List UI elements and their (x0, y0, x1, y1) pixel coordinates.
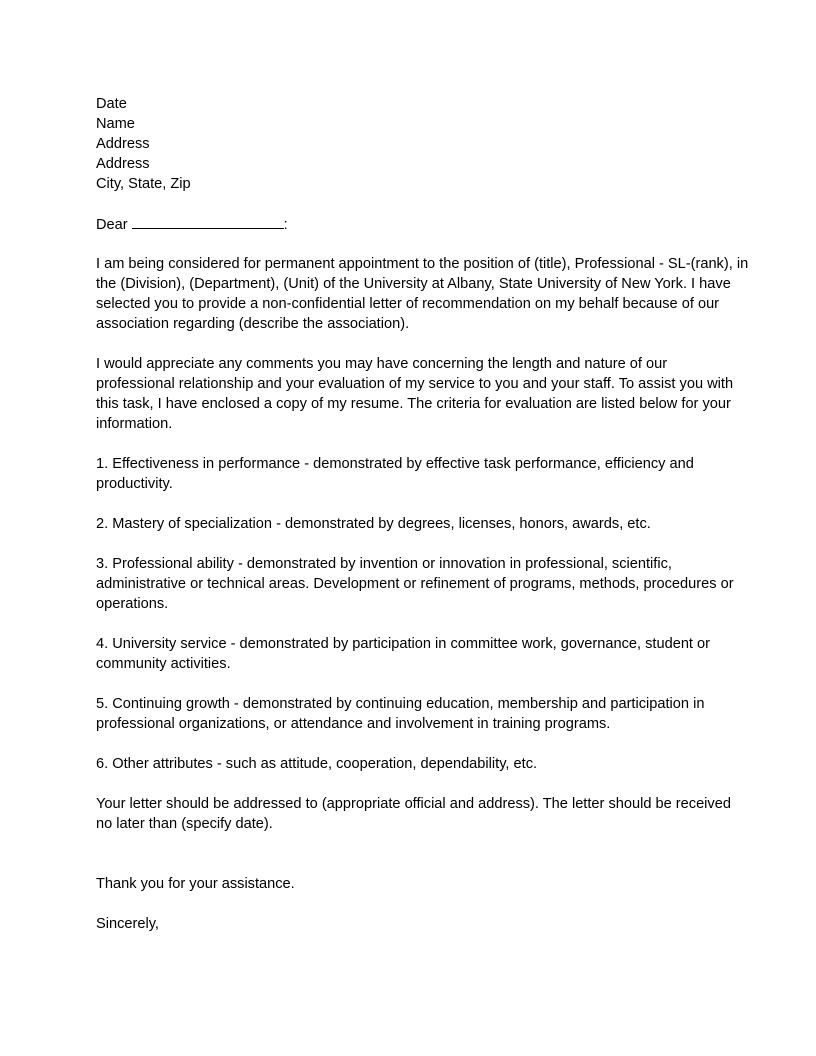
spacer (96, 734, 746, 754)
spacer (96, 234, 746, 254)
paragraph-appointment (96, 254, 749, 334)
paragraph-line: information. (96, 416, 173, 432)
criteria-item-5 (96, 694, 746, 734)
spacer (96, 614, 746, 634)
recipient-city-state-zip: City, State, Zip (96, 176, 191, 192)
criteria-line: 2. Mastery of specialization - demonstrated by degrees, licenses, honors, awards, etc. (96, 516, 651, 532)
recipient-address-2: Address (96, 156, 150, 172)
criteria-line: professional organizations, or attendance and involvement in training programs. (96, 716, 611, 732)
spacer (96, 534, 746, 554)
spacer (96, 674, 746, 694)
spacer (96, 434, 746, 454)
salutation (96, 214, 746, 234)
criteria-item-2 (96, 514, 746, 534)
spacer (96, 334, 746, 354)
paragraph-line: selected you to provide a non-confidential letter of recommendation on my behalf because of our (96, 296, 720, 312)
criteria-line: 1. Effectiveness in performance - demonstrated by effective task performance, efficiency and (96, 456, 694, 472)
salutation-suffix: : (283, 217, 288, 233)
criteria-line: community activities. (96, 656, 231, 672)
recipient-name: Name (96, 116, 135, 132)
thanks-line: Thank you for your assistance. (96, 876, 295, 892)
criteria-line: 3. Professional ability - demonstrated by invention or innovation in professional, scientific, (96, 556, 672, 572)
recipient-address-1: Address (96, 136, 150, 152)
criteria-item-1 (96, 454, 746, 494)
spacer (96, 774, 746, 794)
criteria-line: 5. Continuing growth - demonstrated by continuing education, membership and participation in (96, 696, 705, 712)
criteria-line: operations. (96, 596, 169, 612)
date-line: Date (96, 96, 127, 112)
paragraph-line: this task, I have enclosed a copy of my resume. The criteria for evaluation are listed below for your (96, 396, 731, 412)
spacer (96, 494, 746, 514)
paragraph-line: I would appreciate any comments you may have concerning the length and nature of our (96, 356, 668, 372)
spacer (96, 854, 746, 874)
paragraph-line: no later than (specify date). (96, 816, 273, 832)
criteria-item-6 (96, 754, 746, 774)
recipient-blank-field (132, 214, 284, 229)
paragraph-line: I am being considered for permanent appointment to the position of (title), Professional - SL-(rank), in (96, 256, 749, 272)
criteria-line: administrative or technical areas. Development or refinement of programs, methods, procedures or (96, 576, 734, 592)
paragraph-line: Your letter should be addressed to (appropriate official and address). The letter should be received (96, 796, 731, 812)
closing-line: Sincerely, (96, 916, 159, 932)
paragraph-line: professional relationship and your evaluation of my service to you and your staff. To assist you with (96, 376, 734, 392)
criteria-line: 6. Other attributes - such as attitude, cooperation, dependability, etc. (96, 756, 538, 772)
criteria-line: 4. University service - demonstrated by participation in committee work, governance, student or (96, 636, 711, 652)
criteria-line: productivity. (96, 476, 173, 492)
spacer (96, 194, 746, 214)
salutation-prefix: Dear (96, 217, 128, 233)
paragraph-request (96, 354, 746, 434)
letter-page (96, 94, 749, 934)
criteria-item-4 (96, 634, 746, 674)
paragraph-line: the (Division), (Department), (Unit) of the University at Albany, State University of New York. I have (96, 276, 731, 292)
spacer (96, 834, 746, 854)
paragraph-line: association regarding (describe the association). (96, 316, 410, 332)
criteria-item-3 (96, 554, 746, 614)
paragraph-addressing (96, 794, 746, 834)
spacer (96, 894, 746, 914)
